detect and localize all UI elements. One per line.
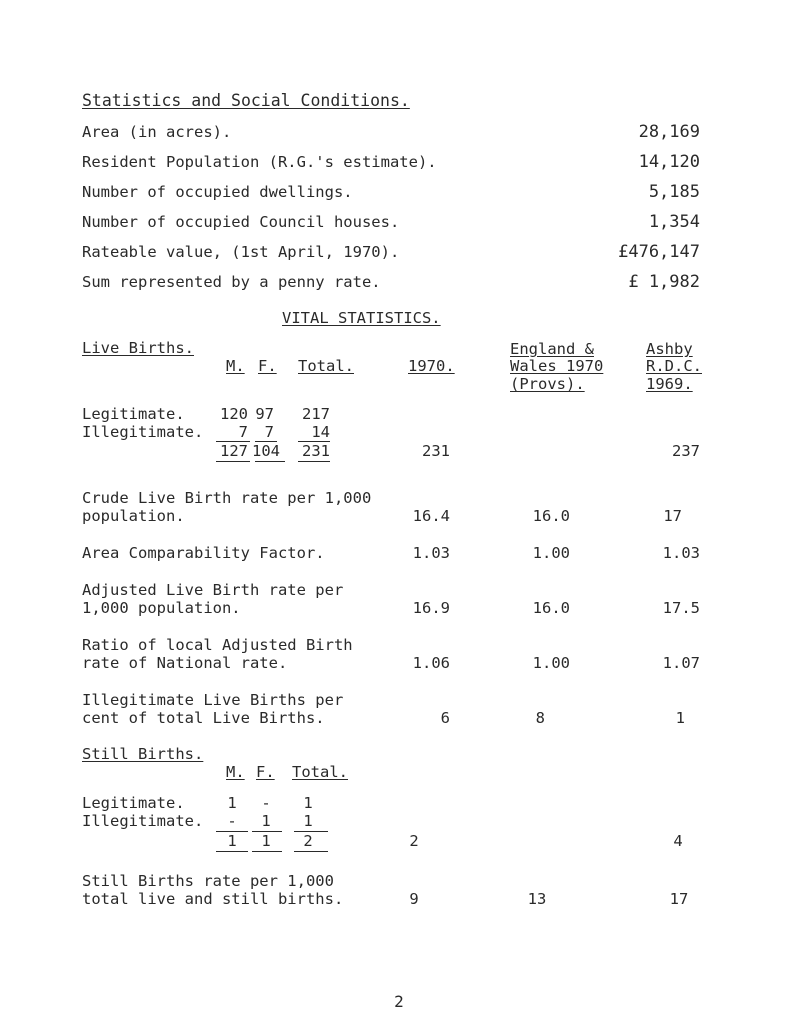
- total-rule: [298, 461, 330, 462]
- still-rate-1970: 9: [409, 890, 419, 908]
- rate-comparability-ashby: 1.03: [662, 544, 700, 562]
- rate-crude-ashby: 17: [663, 507, 682, 525]
- col-england-line1: England &: [510, 340, 594, 358]
- rate-illegitimate-ashby: 1: [675, 709, 685, 727]
- still-births-total-ashby: 4: [673, 832, 683, 850]
- stat-value-council-houses: 1,354: [648, 212, 700, 232]
- live-births-total-1970: 231: [422, 442, 450, 460]
- total-rule: [252, 851, 282, 852]
- still-births-row-illegitimate-m: -: [227, 812, 237, 830]
- stat-value-penny-rate: £ 1,982: [628, 272, 700, 292]
- still-rate-label2: total live and still births.: [82, 890, 344, 908]
- rate-adjusted-1970: 16.9: [412, 599, 450, 617]
- page-number: 2: [394, 992, 404, 1011]
- total-rule: [216, 461, 250, 462]
- live-births-total-ashby: 237: [672, 442, 700, 460]
- rate-illegitimate-england: 8: [535, 709, 545, 727]
- rate-adjusted-label1: Adjusted Live Birth rate per: [82, 581, 344, 599]
- live-births-col-m: M.: [226, 357, 245, 375]
- live-births-row-illegitimate-label: Illegitimate.: [82, 423, 204, 441]
- live-births-title: Live Births.: [82, 339, 194, 357]
- rate-crude-label2: population.: [82, 507, 185, 525]
- col-ashby-line3: 1969.: [646, 375, 693, 393]
- col-england-line3: (Provs).: [510, 375, 585, 393]
- stat-label-area: Area (in acres).: [82, 123, 232, 141]
- live-births-col-1970: 1970.: [408, 357, 455, 375]
- still-births-total-m: 1: [227, 832, 237, 850]
- rate-comparability-1970: 1.03: [412, 544, 450, 562]
- still-births-row-legitimate-total: 1: [303, 794, 313, 812]
- still-births-col-m: M.: [226, 763, 245, 781]
- rate-ratio-1970: 1.06: [412, 654, 450, 672]
- live-births-total-f: 104: [252, 442, 280, 460]
- stat-label-penny-rate: Sum represented by a penny rate.: [82, 273, 381, 291]
- still-births-row-legitimate-f: -: [261, 794, 271, 812]
- still-births-row-illegitimate-label: Illegitimate.: [82, 812, 204, 830]
- rate-ratio-ashby: 1.07: [662, 654, 700, 672]
- still-births-total-total: 2: [303, 832, 313, 850]
- rate-ratio-label1: Ratio of local Adjusted Birth: [82, 636, 353, 654]
- vital-statistics-title: VITAL STATISTICS.: [282, 309, 441, 327]
- total-rule: [255, 461, 285, 462]
- stat-label-rateable-value: Rateable value, (1st April, 1970).: [82, 243, 400, 261]
- live-births-row-legitimate-m: 120: [220, 405, 248, 423]
- still-births-row-illegitimate-total: 1: [303, 812, 313, 830]
- rate-adjusted-label2: 1,000 population.: [82, 599, 241, 617]
- still-births-title: Still Births.: [82, 745, 204, 763]
- stat-value-dwellings: 5,185: [648, 182, 700, 202]
- live-births-row-legitimate-f: 97: [255, 405, 274, 423]
- live-births-row-illegitimate-total: 14: [311, 423, 330, 441]
- stat-value-rateable-value: £476,147: [618, 242, 700, 262]
- still-births-col-total: Total.: [292, 763, 348, 781]
- rate-ratio-label2: rate of National rate.: [82, 654, 288, 672]
- stat-label-dwellings: Number of occupied dwellings.: [82, 183, 353, 201]
- live-births-row-illegitimate-f: 7: [264, 423, 274, 441]
- still-births-row-legitimate-m: 1: [227, 794, 237, 812]
- still-rate-label1: Still Births rate per 1,000: [82, 872, 334, 890]
- live-births-total-m: 127: [220, 442, 248, 460]
- rate-illegitimate-1970: 6: [440, 709, 450, 727]
- still-births-col-f: F.: [256, 763, 275, 781]
- rate-adjusted-england: 16.0: [532, 599, 570, 617]
- live-births-row-illegitimate-m: 7: [238, 423, 248, 441]
- still-births-total-1970: 2: [409, 832, 419, 850]
- stat-value-area: 28,169: [638, 122, 700, 142]
- live-births-col-f: F.: [258, 357, 277, 375]
- rate-ratio-england: 1.00: [532, 654, 570, 672]
- still-rate-england: 13: [527, 890, 547, 908]
- live-births-col-total: Total.: [298, 357, 354, 375]
- stat-value-population: 14,120: [638, 152, 700, 172]
- still-rate-ashby: 17: [669, 890, 689, 908]
- col-ashby-line2: R.D.C.: [646, 357, 702, 375]
- rate-adjusted-ashby: 17.5: [662, 599, 700, 617]
- total-rule: [216, 851, 248, 852]
- rate-illegitimate-label2: cent of total Live Births.: [82, 709, 325, 727]
- rate-crude-1970: 16.4: [412, 507, 450, 525]
- live-births-total-total: 231: [302, 442, 330, 460]
- col-england-line2: Wales 1970: [510, 357, 604, 375]
- still-births-row-illegitimate-f: 1: [261, 812, 271, 830]
- rate-crude-label1: Crude Live Birth rate per 1,000: [82, 489, 372, 507]
- rate-comparability-england: 1.00: [532, 544, 570, 562]
- col-ashby-line1: Ashby: [646, 340, 693, 358]
- rate-crude-england: 16.0: [532, 507, 570, 525]
- stat-label-council-houses: Number of occupied Council houses.: [82, 213, 400, 231]
- live-births-row-legitimate-total: 217: [302, 405, 330, 423]
- still-births-total-f: 1: [261, 832, 271, 850]
- total-rule: [294, 851, 328, 852]
- stat-label-population: Resident Population (R.G.'s estimate).: [82, 153, 437, 171]
- rate-illegitimate-label1: Illegitimate Live Births per: [82, 691, 344, 709]
- still-births-row-legitimate-label: Legitimate.: [82, 794, 185, 812]
- live-births-row-legitimate-label: Legitimate.: [82, 405, 185, 423]
- page-heading: Statistics and Social Conditions.: [82, 91, 410, 110]
- rate-comparability-label1: Area Comparability Factor.: [82, 544, 325, 562]
